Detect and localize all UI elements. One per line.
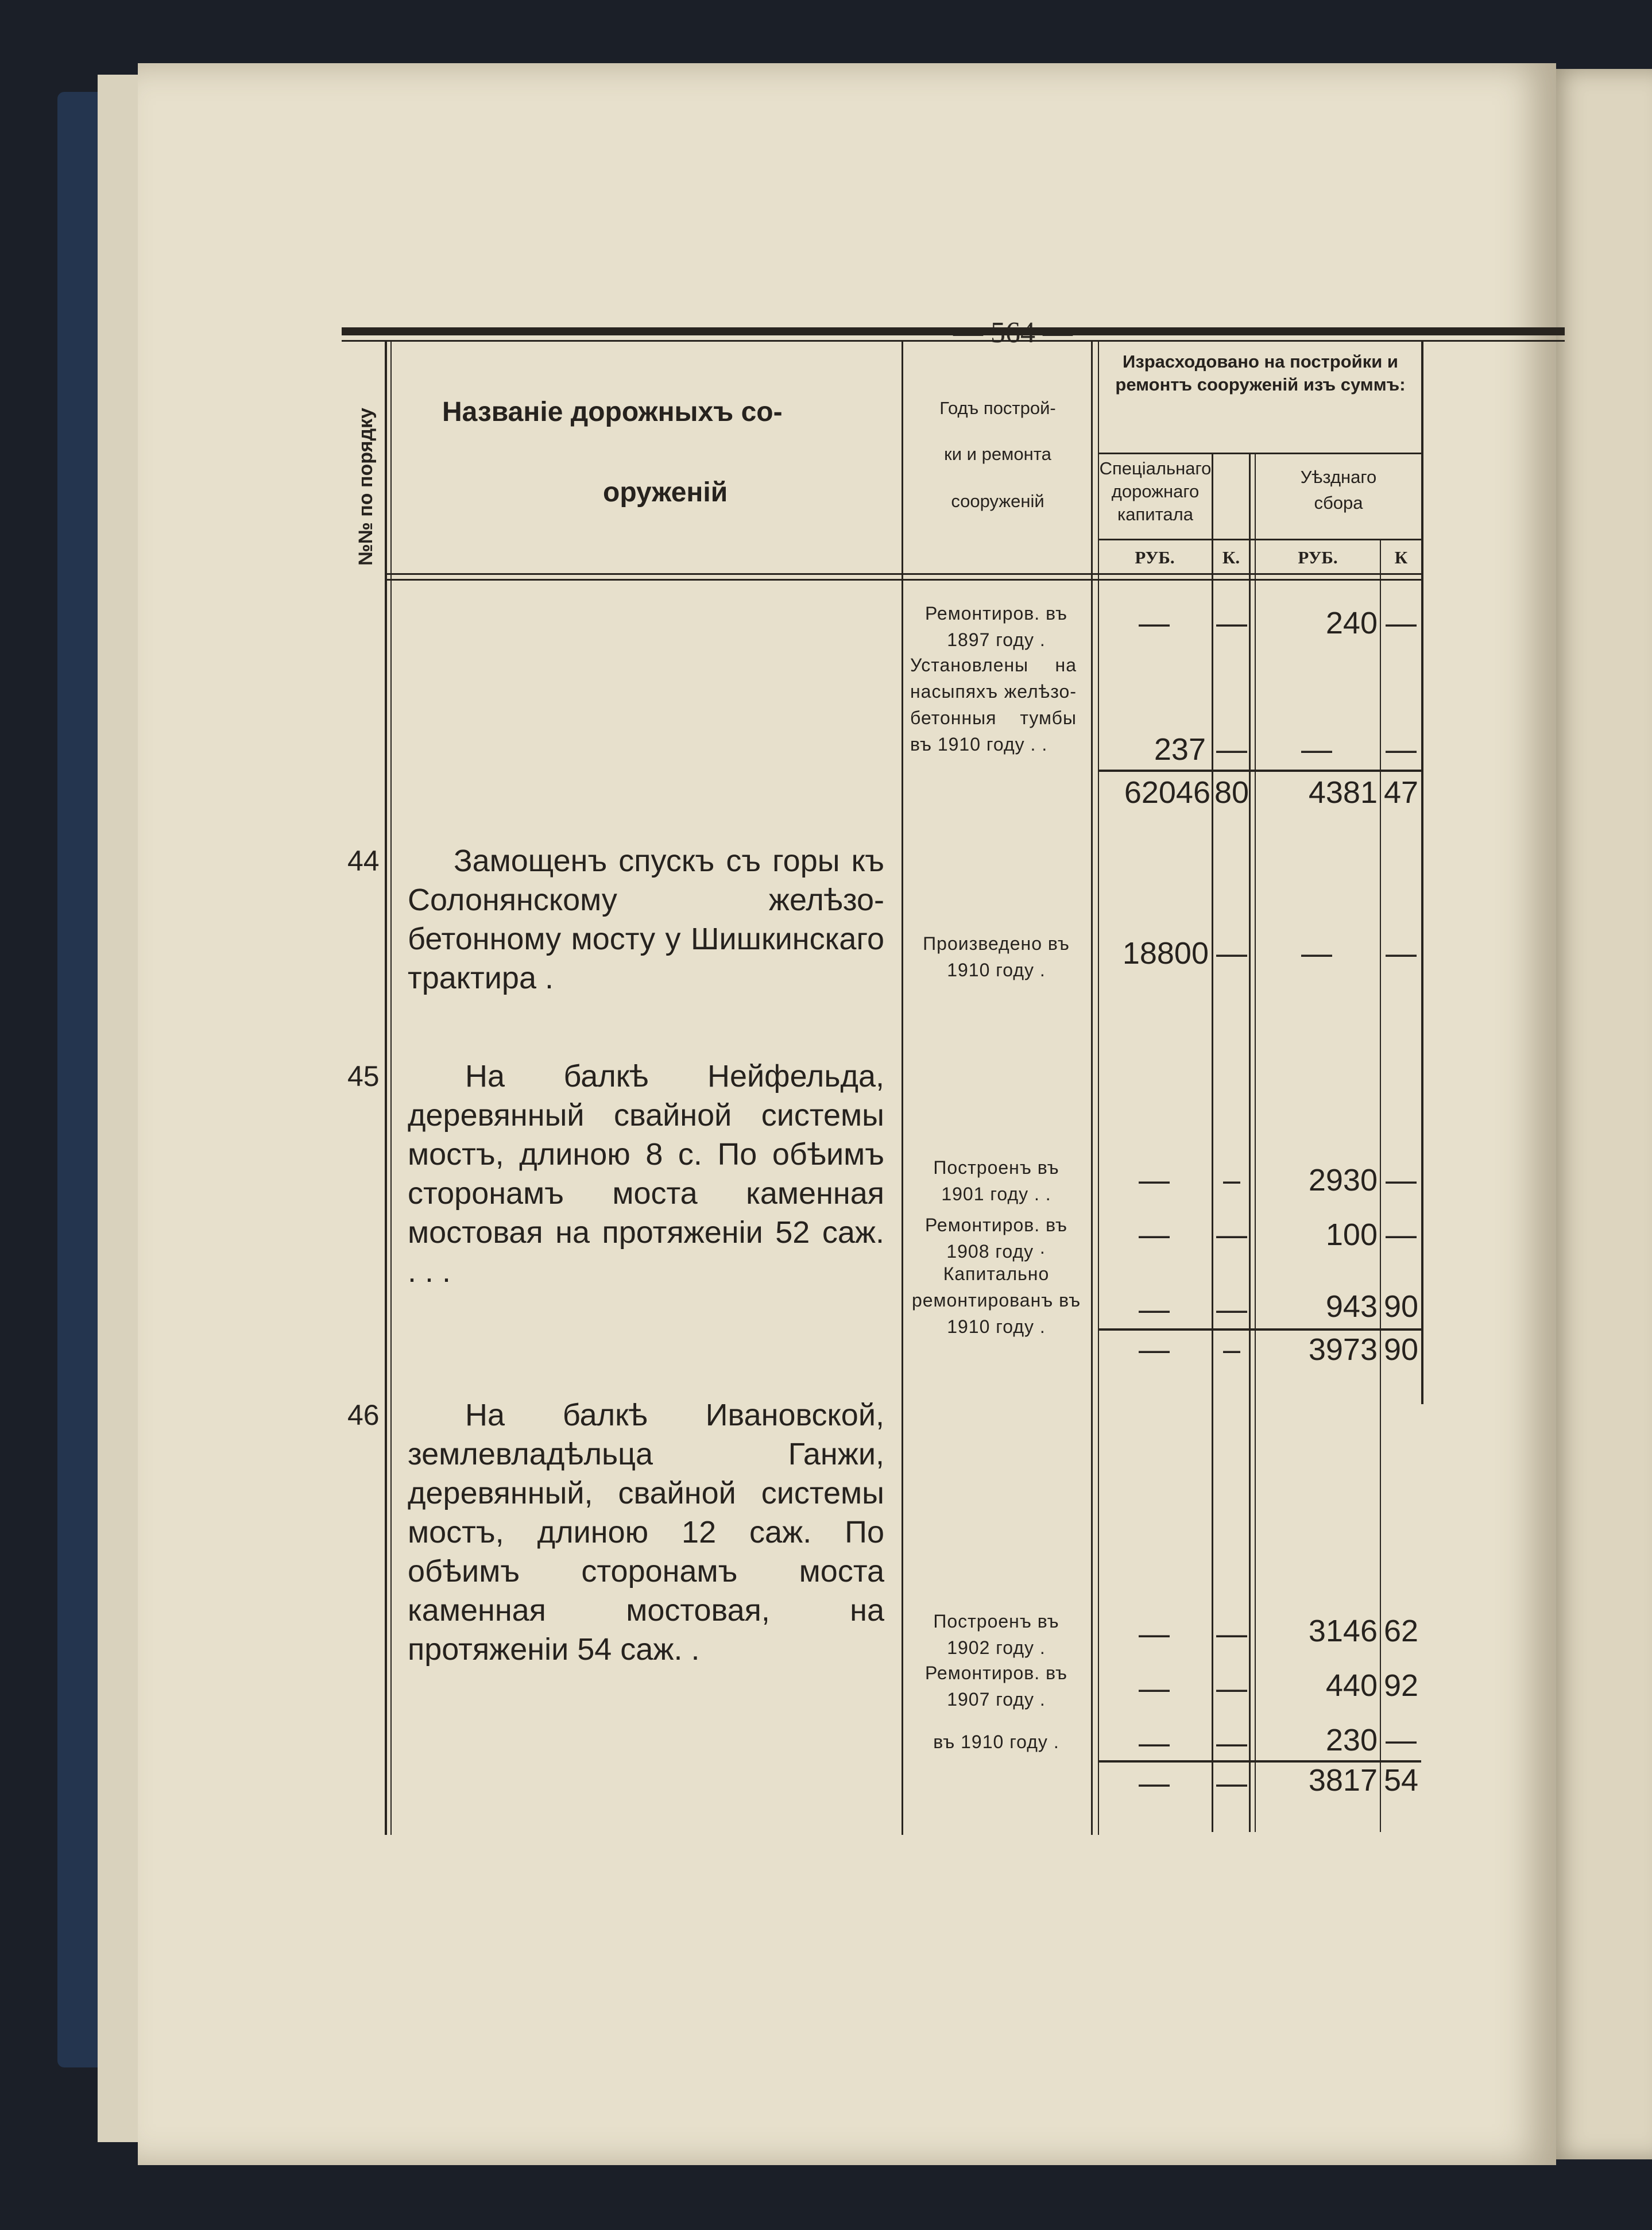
r45b-dist-rub: 100	[1325, 1218, 1378, 1252]
r45b-dist-kop: —	[1386, 1218, 1417, 1252]
table-top-rule-thin	[342, 340, 1565, 342]
col-line-right	[1421, 342, 1423, 1404]
r45c-spec-kop: —	[1216, 1292, 1247, 1327]
r46c-spec-rub: —	[1139, 1726, 1170, 1760]
header-col-special-line3: капитала	[1117, 504, 1193, 524]
header-col-spent: Израсходовано на постройки и ремонтъ сооруженiй изъ суммъ:	[1115, 351, 1406, 395]
col-line-3	[1091, 342, 1093, 1835]
r46b-dist-rub: 440	[1325, 1668, 1378, 1703]
r43a-dist-kop: —	[1386, 606, 1417, 640]
r43-total-spec-rub: 62046	[1124, 775, 1210, 810]
r46b-dist-kop: 92	[1383, 1668, 1419, 1703]
r45a-spec-rub: —	[1139, 1163, 1170, 1197]
r46c-dist-kop: —	[1386, 1723, 1417, 1757]
r46a-dist-kop: 62	[1383, 1614, 1419, 1648]
r45a-dist-kop: —	[1386, 1163, 1417, 1197]
r44-no: 44	[347, 845, 380, 877]
header-col-special-line1: Спецiальнаго	[1099, 458, 1212, 478]
header-kop2: К	[1394, 547, 1408, 567]
r45-total-line	[1098, 1328, 1421, 1331]
r43a-year: Ремонтиров. въ 1897 году .	[924, 603, 1068, 650]
r45c-dist-kop: 90	[1383, 1289, 1419, 1324]
r43b-dist-kop: —	[1386, 732, 1417, 767]
r43-total-line	[1098, 770, 1421, 772]
r45-total-spec-kop: –	[1222, 1332, 1241, 1367]
r44-spec-kop: —	[1216, 936, 1247, 971]
r45a-spec-kop: –	[1222, 1163, 1241, 1197]
table-top-rule-thick	[342, 327, 1565, 335]
col-line-2	[902, 342, 903, 1835]
r45-name: На балкѣ Нейфельда, деревянный свайной системы мостъ, длиною 8 с. По обѣимъ сторонамъ моста каменная мостовая на протяженiи 52 саж. . . .	[408, 1059, 884, 1289]
r45c-dist-rub: 943	[1325, 1289, 1378, 1324]
r45-total-spec-rub: —	[1139, 1332, 1170, 1367]
r43a-dist-rub: 240	[1325, 606, 1378, 640]
r46-name: На балкѣ Ивановской, землевладѣльца Ганжи, деревянный, свайной системы мостъ, длиною 12 саж. По обѣимъ сторонамъ моста каменная мостовая, на протяженiи 54 саж. .	[408, 1398, 884, 1667]
r45c-spec-rub: —	[1139, 1292, 1170, 1327]
header-rub: РУБ.	[1135, 547, 1175, 567]
r43b-spec-kop: —	[1216, 732, 1247, 767]
col-line-1	[385, 342, 387, 1835]
r45-no: 45	[347, 1060, 380, 1092]
r46b-year: Ремонтиров. въ 1907 году .	[924, 1663, 1068, 1710]
r44-spec-rub: 18800	[1122, 936, 1209, 971]
next-page-edge	[1545, 69, 1652, 2159]
header-kop: К.	[1222, 547, 1240, 567]
r45b-spec-rub: —	[1139, 1218, 1170, 1252]
header-col-no: №№ по порядку	[355, 408, 377, 566]
r43b-dist-rub: —	[1301, 732, 1332, 767]
r46a-spec-kop: —	[1216, 1617, 1247, 1651]
r45-total-dist-kop: 90	[1383, 1332, 1419, 1367]
header-col-year-line1: Годъ построй-	[939, 398, 1056, 418]
r45b-year: Ремонтиров. въ 1908 году ·	[924, 1215, 1068, 1262]
header-col-name-line1: Названiе дорожныхъ со-	[442, 397, 783, 427]
r46-total-spec-kop: —	[1216, 1766, 1247, 1800]
col-line-4	[1212, 454, 1213, 1832]
r45c-year: Капитально ремонтированъ въ 1910 году .	[911, 1263, 1081, 1337]
r44-name: Замощенъ спускъ съ горы къ Солонянскому желѣзо-бетонному мосту у Шишкинскаго трактира .	[408, 844, 884, 995]
r43-total-spec-kop: 80	[1214, 775, 1249, 810]
r45a-dist-rub: 2930	[1308, 1163, 1378, 1197]
r43b-spec-rub: 237	[1154, 732, 1206, 767]
r46b-spec-kop: —	[1216, 1671, 1247, 1706]
r46-total-line	[1098, 1760, 1421, 1763]
r43a-spec-rub: —	[1139, 606, 1170, 640]
r44-dist-kop: —	[1386, 936, 1417, 971]
r46a-year: Построенъ въ 1902 году .	[933, 1611, 1059, 1658]
header-rub2: РУБ.	[1298, 547, 1338, 567]
r43-total-dist-rub: 4381	[1308, 775, 1378, 810]
r44-dist-rub: —	[1301, 936, 1332, 971]
col-line-5	[1249, 454, 1251, 1832]
r46b-spec-rub: —	[1139, 1671, 1170, 1706]
book-page	[138, 63, 1556, 2165]
header-col-name-line2: оруженiй	[603, 477, 728, 508]
r43-total-dist-kop: 47	[1383, 775, 1419, 810]
header-col-district-line2: сбора	[1314, 493, 1363, 513]
r43b-year: Установлены на насыпяхъ желѣзо-бетонныя тумбы въ 1910 году . .	[910, 655, 1077, 755]
header-bottom-line-2	[385, 579, 1423, 581]
header-col-year-line3: сооруженiй	[951, 491, 1044, 511]
col-line-1b	[390, 342, 392, 1835]
r45a-year: Построенъ въ 1901 году . .	[933, 1157, 1059, 1204]
r46-total-dist-kop: 54	[1383, 1763, 1419, 1798]
header-col-special-line2: дорожнаго	[1111, 481, 1200, 501]
r46-total-spec-rub: —	[1139, 1766, 1170, 1800]
header-sub-line	[1098, 453, 1423, 454]
r46a-dist-rub: 3146	[1308, 1614, 1378, 1648]
r46c-spec-kop: —	[1216, 1726, 1247, 1760]
header-col-year-line2: ки и ремонта	[944, 444, 1051, 464]
r44-year: Произведено въ 1910 году .	[923, 933, 1070, 980]
r46a-spec-rub: —	[1139, 1617, 1170, 1651]
r46c-year: въ 1910 году .	[933, 1732, 1059, 1752]
r43a-spec-kop: —	[1216, 606, 1247, 640]
r45b-spec-kop: —	[1216, 1218, 1247, 1252]
header-col-district-line1: Уѣзднаго	[1300, 467, 1377, 487]
r46c-dist-rub: 230	[1325, 1723, 1378, 1757]
header-bottom-line-1	[385, 573, 1423, 575]
r46-no: 46	[347, 1399, 380, 1431]
r45-total-dist-rub: 3973	[1308, 1332, 1378, 1367]
r46-total-dist-rub: 3817	[1308, 1763, 1378, 1798]
header-rub-line	[1098, 539, 1423, 540]
